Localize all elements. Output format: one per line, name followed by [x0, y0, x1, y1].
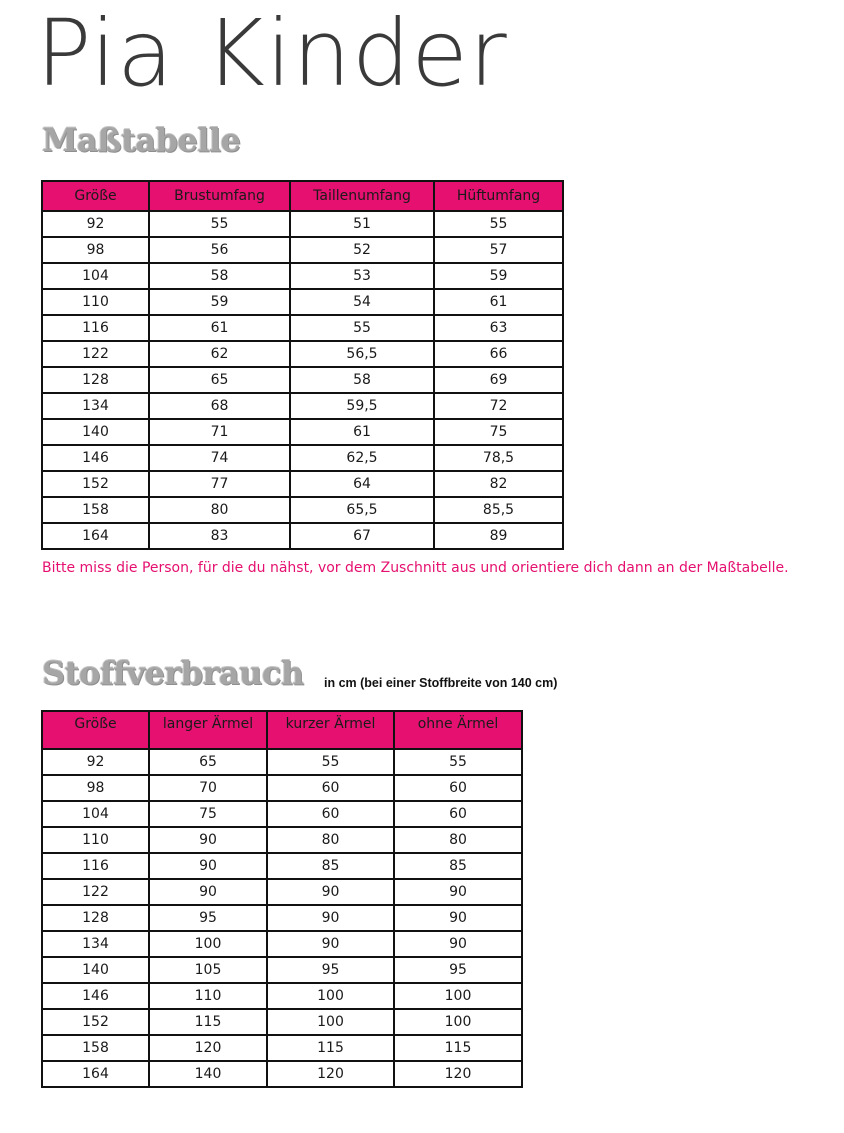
- fabric-table-body: [42, 749, 522, 1087]
- table-row: [42, 983, 522, 1009]
- table-cell: 60: [267, 775, 394, 801]
- table-cell: 85: [394, 853, 522, 879]
- table-cell: 128: [42, 905, 149, 931]
- table-cell: 61: [290, 419, 434, 445]
- table-cell: 104: [42, 263, 149, 289]
- table-cell: 55: [434, 211, 563, 237]
- table-cell: 83: [149, 523, 290, 549]
- table-cell: 61: [434, 289, 563, 315]
- table-cell: 122: [42, 879, 149, 905]
- column-header: Hüftumfang: [434, 181, 563, 211]
- table-cell: 115: [394, 1035, 522, 1061]
- table-cell: 80: [394, 827, 522, 853]
- table-cell: 54: [290, 289, 434, 315]
- table-row: [42, 853, 522, 879]
- fabric-table-heading: Stoffverbrauch: [42, 654, 304, 692]
- table-cell: 59: [149, 289, 290, 315]
- table-cell: 140: [42, 957, 149, 983]
- table-row: [42, 879, 522, 905]
- table-cell: 66: [434, 341, 563, 367]
- table-cell: 164: [42, 523, 149, 549]
- table-cell: 115: [149, 1009, 267, 1035]
- table-cell: 110: [149, 983, 267, 1009]
- table-cell: 98: [42, 237, 149, 263]
- table-cell: 89: [434, 523, 563, 549]
- measurement-table-body: [42, 211, 563, 549]
- table-cell: 65: [149, 749, 267, 775]
- table-cell: 100: [267, 1009, 394, 1035]
- table-cell: 90: [267, 879, 394, 905]
- table-cell: 58: [149, 263, 290, 289]
- table-cell: 59,5: [290, 393, 434, 419]
- table-cell: 72: [434, 393, 563, 419]
- table-cell: 80: [149, 497, 290, 523]
- table-cell: 90: [149, 879, 267, 905]
- table-cell: 55: [394, 749, 522, 775]
- table-row: [42, 775, 522, 801]
- page-title: Pia Kinder: [36, 0, 508, 107]
- measurement-header-row: [42, 181, 563, 211]
- fabric-table: [41, 710, 523, 1088]
- table-cell: 100: [394, 983, 522, 1009]
- table-cell: 52: [290, 237, 434, 263]
- table-cell: 158: [42, 1035, 149, 1061]
- measurement-table-heading: Maßtabelle: [42, 121, 241, 159]
- fabric-header-row: [42, 711, 522, 749]
- table-cell: 61: [149, 315, 290, 341]
- table-row: [42, 367, 563, 393]
- table-cell: 164: [42, 1061, 149, 1087]
- table-cell: 120: [394, 1061, 522, 1087]
- table-cell: 120: [267, 1061, 394, 1087]
- table-cell: 56,5: [290, 341, 434, 367]
- table-cell: 70: [149, 775, 267, 801]
- table-cell: 90: [149, 853, 267, 879]
- table-cell: 92: [42, 211, 149, 237]
- table-cell: 98: [42, 775, 149, 801]
- table-cell: 104: [42, 801, 149, 827]
- table-row: [42, 393, 563, 419]
- table-cell: 90: [394, 905, 522, 931]
- table-cell: 59: [434, 263, 563, 289]
- table-row: [42, 419, 563, 445]
- table-cell: 90: [267, 931, 394, 957]
- table-cell: 116: [42, 315, 149, 341]
- table-cell: 116: [42, 853, 149, 879]
- table-row: [42, 749, 522, 775]
- table-row: [42, 905, 522, 931]
- table-row: [42, 237, 563, 263]
- table-cell: 55: [149, 211, 290, 237]
- table-cell: 68: [149, 393, 290, 419]
- table-row: [42, 801, 522, 827]
- table-row: [42, 1061, 522, 1087]
- measurement-table: [41, 180, 564, 550]
- table-cell: 85: [267, 853, 394, 879]
- table-cell: 146: [42, 445, 149, 471]
- table-cell: 53: [290, 263, 434, 289]
- table-cell: 55: [290, 315, 434, 341]
- table-cell: 55: [267, 749, 394, 775]
- table-cell: 74: [149, 445, 290, 471]
- table-cell: 110: [42, 827, 149, 853]
- table-row: [42, 471, 563, 497]
- table-row: [42, 315, 563, 341]
- column-header: Größe: [42, 181, 149, 211]
- table-cell: 64: [290, 471, 434, 497]
- table-cell: 95: [267, 957, 394, 983]
- table-cell: 90: [394, 931, 522, 957]
- table-cell: 146: [42, 983, 149, 1009]
- table-row: [42, 1035, 522, 1061]
- table-cell: 158: [42, 497, 149, 523]
- table-cell: 62,5: [290, 445, 434, 471]
- column-header: langer Ärmel: [149, 711, 267, 749]
- table-cell: 90: [149, 827, 267, 853]
- measurement-note: Bitte miss die Person, für die du nähst, vor dem Zuschnitt aus und orientiere dich dann an der Maßtabelle.: [42, 560, 789, 576]
- table-cell: 122: [42, 341, 149, 367]
- table-row: [42, 957, 522, 983]
- table-cell: 80: [267, 827, 394, 853]
- table-row: [42, 211, 563, 237]
- table-cell: 77: [149, 471, 290, 497]
- table-cell: 110: [42, 289, 149, 315]
- table-cell: 152: [42, 471, 149, 497]
- table-cell: 95: [394, 957, 522, 983]
- table-cell: 71: [149, 419, 290, 445]
- table-cell: 95: [149, 905, 267, 931]
- table-cell: 90: [267, 905, 394, 931]
- table-row: [42, 1009, 522, 1035]
- table-cell: 78,5: [434, 445, 563, 471]
- table-cell: 134: [42, 931, 149, 957]
- table-cell: 92: [42, 749, 149, 775]
- table-cell: 115: [267, 1035, 394, 1061]
- column-header: kurzer Ärmel: [267, 711, 394, 749]
- table-row: [42, 497, 563, 523]
- table-cell: 75: [434, 419, 563, 445]
- table-cell: 82: [434, 471, 563, 497]
- fabric-subnote: in cm (bei einer Stoffbreite von 140 cm): [324, 676, 558, 690]
- table-row: [42, 523, 563, 549]
- table-cell: 58: [290, 367, 434, 393]
- table-cell: 60: [394, 801, 522, 827]
- table-cell: 140: [42, 419, 149, 445]
- table-cell: 128: [42, 367, 149, 393]
- table-row: [42, 341, 563, 367]
- table-row: [42, 445, 563, 471]
- table-cell: 57: [434, 237, 563, 263]
- column-header: Taillenumfang: [290, 181, 434, 211]
- table-cell: 100: [149, 931, 267, 957]
- table-cell: 65: [149, 367, 290, 393]
- column-header: Größe: [42, 711, 149, 749]
- table-cell: 65,5: [290, 497, 434, 523]
- table-cell: 67: [290, 523, 434, 549]
- table-cell: 62: [149, 341, 290, 367]
- table-cell: 85,5: [434, 497, 563, 523]
- table-cell: 60: [394, 775, 522, 801]
- table-row: [42, 289, 563, 315]
- table-row: [42, 827, 522, 853]
- table-row: [42, 263, 563, 289]
- table-cell: 140: [149, 1061, 267, 1087]
- table-cell: 120: [149, 1035, 267, 1061]
- table-cell: 69: [434, 367, 563, 393]
- table-cell: 60: [267, 801, 394, 827]
- table-cell: 90: [394, 879, 522, 905]
- table-cell: 75: [149, 801, 267, 827]
- table-row: [42, 931, 522, 957]
- table-cell: 63: [434, 315, 563, 341]
- table-cell: 100: [267, 983, 394, 1009]
- table-cell: 51: [290, 211, 434, 237]
- table-cell: 100: [394, 1009, 522, 1035]
- table-cell: 152: [42, 1009, 149, 1035]
- column-header: ohne Ärmel: [394, 711, 522, 749]
- table-cell: 105: [149, 957, 267, 983]
- table-cell: 134: [42, 393, 149, 419]
- column-header: Brustumfang: [149, 181, 290, 211]
- table-cell: 56: [149, 237, 290, 263]
